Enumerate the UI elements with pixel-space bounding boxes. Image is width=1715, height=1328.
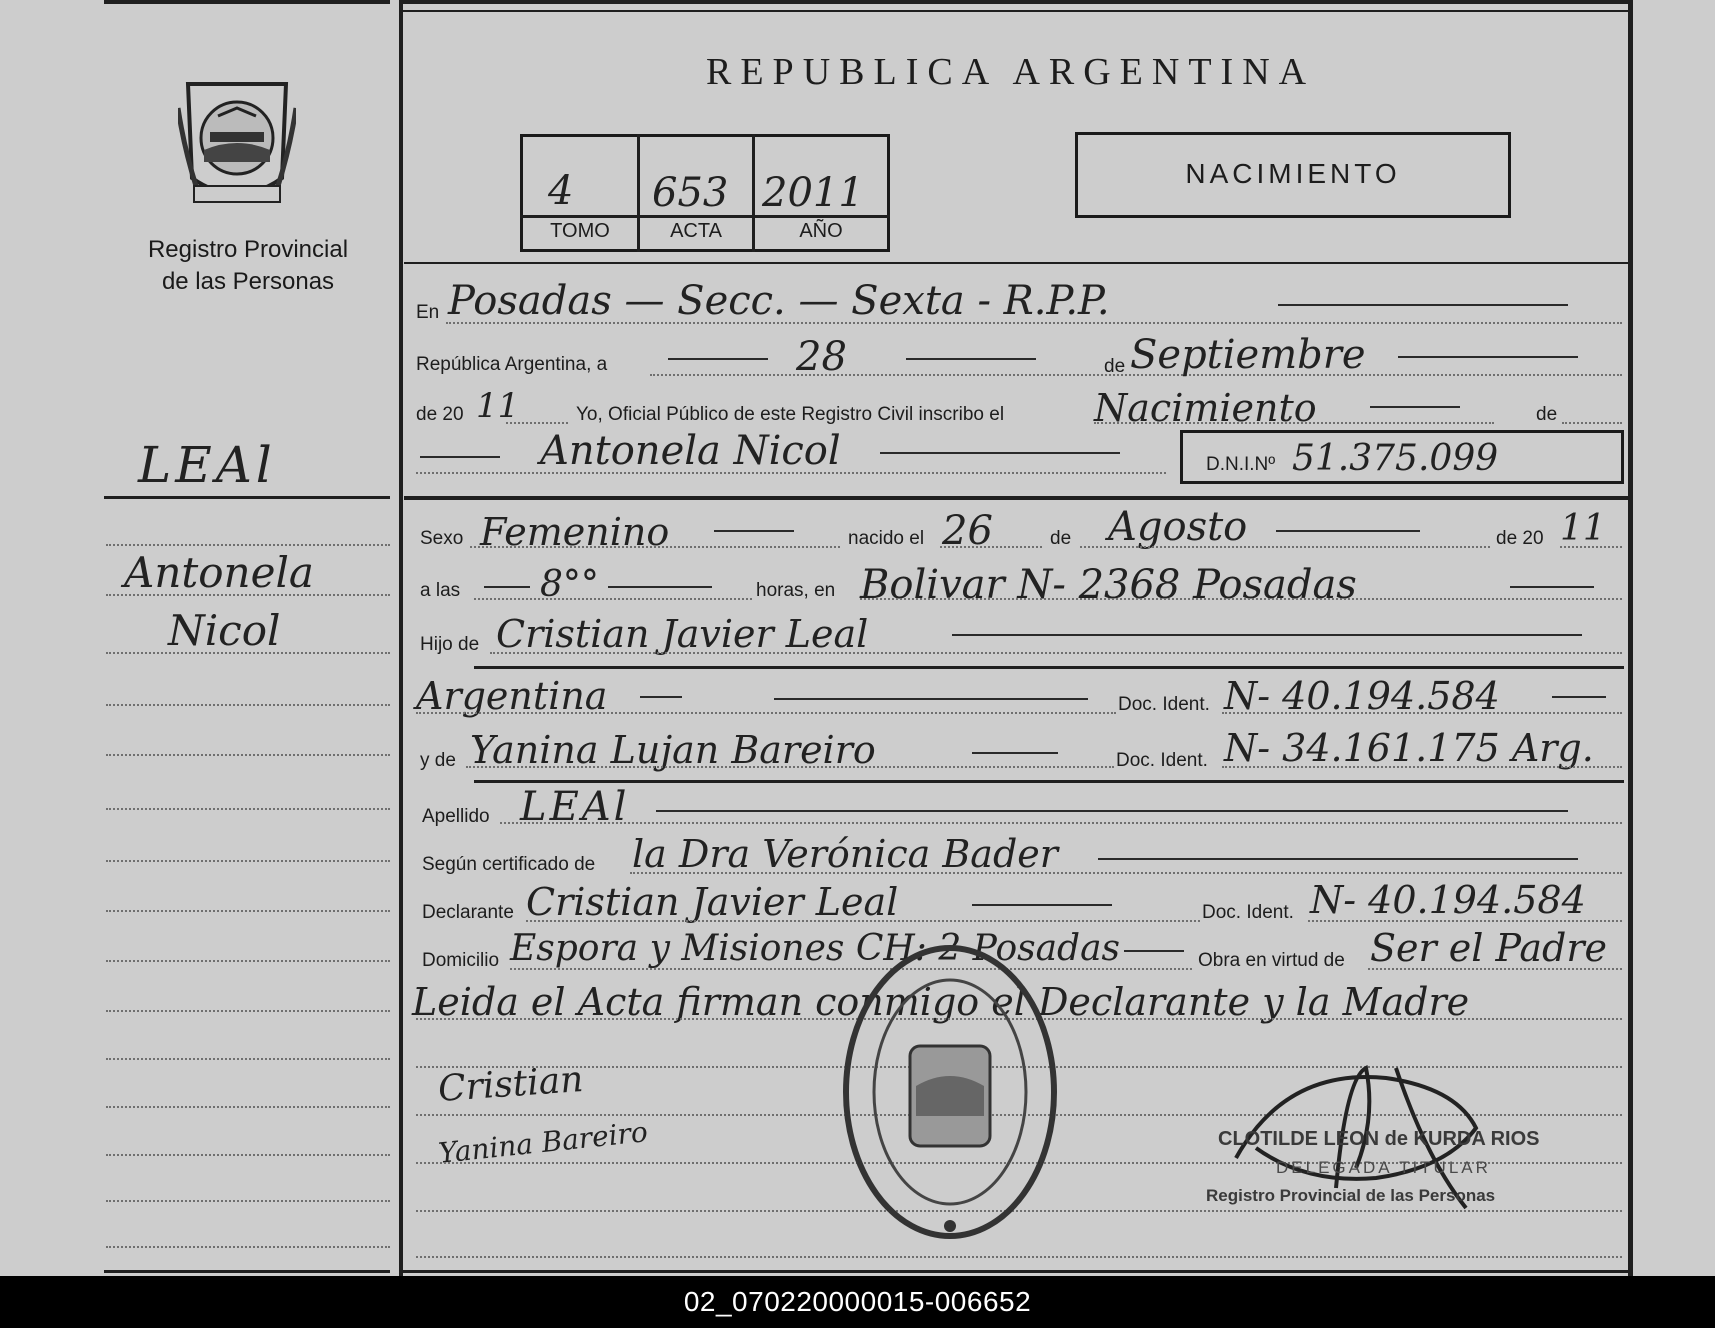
field-line: [416, 712, 1116, 714]
parent-underline: [474, 666, 1624, 669]
margin-dots: [106, 1010, 390, 1012]
label-obra: Obra en virtud de: [1198, 950, 1345, 971]
field-anio-corto: 11: [476, 386, 520, 426]
label-yde: y de: [420, 750, 456, 771]
fill-dash: [420, 456, 500, 458]
fill-dash: [972, 752, 1058, 754]
fill-dash: [484, 586, 530, 588]
margin-signature-2: Yanina Bareiro: [436, 1115, 650, 1170]
field-line: [1308, 920, 1622, 922]
field-nacionalidad: Argentina: [416, 674, 608, 718]
field-acto: Nacimiento: [1094, 386, 1317, 430]
field-apellido: LEAl: [520, 784, 630, 830]
label-yo: Yo, Oficial Público de este Registro Civil inscribo el: [576, 404, 1005, 425]
fill-dash: [1370, 406, 1460, 408]
field-line: [1368, 968, 1622, 970]
field-padre: Cristian Javier Leal: [496, 612, 869, 656]
margin-surname-rule: [104, 496, 390, 499]
fill-dash: [668, 358, 768, 360]
field-madre: Yanina Lujan Bareiro: [470, 728, 876, 772]
field-line: [416, 472, 1166, 474]
field-obra: Ser el Padre: [1370, 926, 1607, 970]
label-hijo: Hijo de: [420, 634, 480, 655]
field-line: [466, 766, 1114, 768]
field-doc-madre: N- 34.161.175 Arg.: [1224, 726, 1594, 770]
field-line: [630, 872, 1622, 874]
field-line: [526, 920, 1200, 922]
official-org: Registro Provincial de las Personas: [1206, 1186, 1496, 1205]
field-line: [1560, 546, 1622, 548]
field-mes: Septiembre: [1130, 332, 1366, 378]
field-line: [1080, 546, 1490, 548]
fill-dash: [1398, 356, 1578, 358]
label-horas: horas, en: [756, 580, 836, 601]
acta-label: ACTA: [670, 220, 722, 242]
header-separator: [404, 262, 1628, 264]
anio-label: AÑO: [799, 220, 843, 242]
label-declarante: Declarante: [422, 902, 514, 923]
right-vertical-rule: [1628, 0, 1633, 1276]
field-dni: 51.375.099: [1292, 438, 1499, 479]
field-line: [490, 652, 1622, 654]
margin-dots: [106, 1246, 390, 1248]
fill-dash: [1124, 950, 1184, 952]
official-seal-icon: [836, 936, 1064, 1248]
margin-dots: [106, 960, 390, 962]
misiones-emblem-icon: [178, 78, 296, 208]
acta-value: 653: [652, 170, 729, 216]
field-doc-padre: N- 40.194.584: [1224, 674, 1500, 718]
fill-dash: [656, 810, 1568, 812]
field-mes-nac: Agosto: [1108, 504, 1248, 550]
margin-top-rule: [104, 0, 390, 4]
field-line: [500, 822, 1622, 824]
field-domicilio: Espora y Misiones CH: 2 Posadas: [510, 928, 1121, 969]
margin-dots: [106, 1154, 390, 1156]
fill-dash: [714, 530, 794, 532]
fill-dash: [640, 696, 682, 698]
field-line: [470, 546, 840, 548]
margin-dots: [106, 808, 390, 810]
field-line: [860, 598, 1622, 600]
main-bottom-rule: [402, 1270, 1628, 1273]
label-de-b: de: [1050, 528, 1072, 549]
field-certificado: la Dra Verónica Bader: [632, 832, 1058, 876]
margin-dots: [106, 704, 390, 706]
field-dia-nac: 26: [942, 508, 993, 554]
fill-dash: [906, 358, 1036, 360]
label-de20-b: de 20: [1496, 528, 1544, 549]
field-line: [1222, 712, 1622, 714]
label-domicilio: Domicilio: [422, 950, 500, 971]
official-title: DELEGADA TITULAR: [1276, 1158, 1491, 1177]
field-line: [1222, 766, 1622, 768]
country-title: REPUBLICA ARGENTINA: [706, 51, 1316, 93]
label-dni: D.N.I.Nº: [1206, 454, 1276, 475]
fill-dash: [1510, 586, 1594, 588]
field-anio-nac: 11: [1560, 508, 1606, 549]
field-lugar: Posadas — Secc. — Sexta - R.P.P.: [448, 278, 1110, 324]
field-hora: 8°°: [540, 564, 599, 605]
label-en: En: [416, 302, 440, 323]
label-republica: República Argentina, a: [416, 354, 608, 375]
margin-dots: [106, 1200, 390, 1202]
fill-dash: [1552, 696, 1606, 698]
margin-dots: [106, 860, 390, 862]
field-line: [940, 546, 1042, 548]
label-alas: a las: [420, 580, 461, 601]
center-vertical-rule: [399, 0, 403, 1276]
margin-dots: [106, 1058, 390, 1060]
margin-bottom-rule: [104, 1270, 390, 1273]
label-doc1: Doc. Ident.: [1118, 694, 1210, 715]
fill-dash: [608, 586, 712, 588]
label-de20: de 20: [416, 404, 464, 425]
anio-value: 2011: [762, 170, 864, 216]
field-line: [506, 422, 568, 424]
field-line: [416, 1256, 1622, 1258]
fill-dash: [1278, 304, 1568, 306]
fill-dash: [774, 698, 1088, 700]
margin-given-name-1: Antonela: [124, 548, 314, 597]
margin-dots: [106, 544, 390, 546]
field-line: [1094, 422, 1494, 424]
field-nombre: Antonela Nicol: [540, 428, 841, 474]
document-id-footer: 02_070220000015-006652: [0, 1276, 1715, 1328]
field-line: [1562, 422, 1622, 424]
label-de-mes: de: [1104, 356, 1126, 377]
label-segun: Según certificado de: [422, 854, 596, 875]
tomo-value: 4: [548, 168, 574, 214]
margin-dots: [106, 910, 390, 912]
label-doc3: Doc. Ident.: [1202, 902, 1294, 923]
field-dia: 28: [796, 334, 847, 380]
act-type-title: NACIMIENTO: [1185, 158, 1401, 189]
parent-underline: [474, 780, 1624, 783]
registry-name-line1: Registro Provincial: [147, 236, 349, 263]
tomo-label: TOMO: [550, 220, 610, 242]
official-name: CLOTILDE LEON de KURDA RIOS: [1218, 1128, 1540, 1150]
margin-dots: [106, 754, 390, 756]
fill-dash: [972, 904, 1112, 906]
margin-given-name-2: Nicol: [168, 606, 281, 655]
field-domicilio-nac: Bolivar N- 2368 Posadas: [860, 562, 1357, 608]
label-sexo: Sexo: [420, 528, 464, 549]
fill-dash: [952, 634, 1582, 636]
label-doc2: Doc. Ident.: [1116, 750, 1208, 771]
field-cierre: Leida el Acta firman conmigo el Declarante y la Madre: [412, 980, 1470, 1024]
label-de-end: de: [1536, 404, 1558, 425]
margin-dots: [106, 652, 390, 654]
fill-dash: [880, 452, 1120, 454]
margin-dots: [106, 1106, 390, 1108]
margin-signature-1: Cristian: [436, 1058, 585, 1111]
field-declarante: Cristian Javier Leal: [526, 880, 899, 924]
label-apellido: Apellido: [422, 806, 490, 827]
fill-dash: [1098, 858, 1578, 860]
registry-name-line2: de las Personas: [161, 268, 335, 295]
field-sexo: Femenino: [480, 510, 670, 554]
label-nacido: nacido el: [848, 528, 925, 549]
field-line: [474, 598, 752, 600]
margin-surname: LEAl: [138, 436, 276, 494]
margin-dots: [106, 594, 390, 596]
fill-dash: [1276, 530, 1420, 532]
field-doc-declarante: N- 40.194.584: [1310, 878, 1586, 922]
section-rule: [404, 496, 1628, 500]
main-top-rule: [402, 0, 1628, 4]
main-top-rule-2: [402, 10, 1628, 12]
